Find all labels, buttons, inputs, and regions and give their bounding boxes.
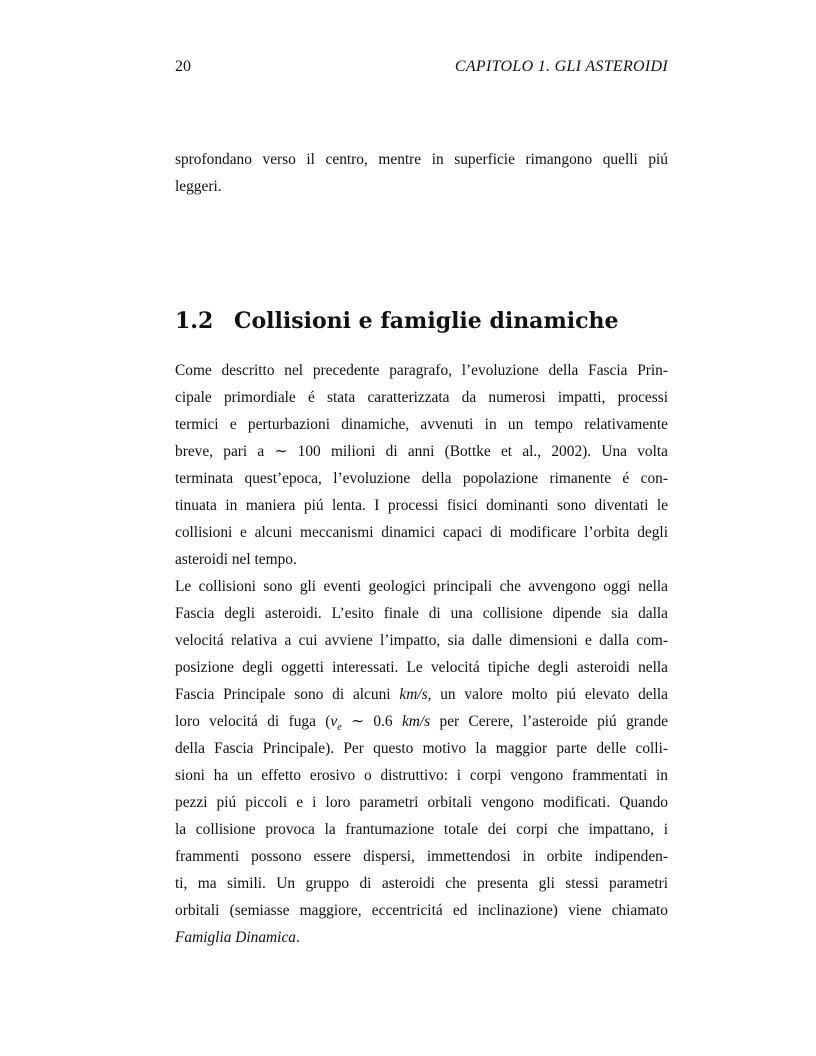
text-line: della Fascia Principale). Per questo motivo la maggior parte delle colli-: [175, 740, 668, 757]
section-body: [175, 357, 668, 951]
unit-kms: km/s: [399, 686, 428, 703]
escape-velocity-subscript: e: [337, 722, 342, 734]
section-title: Collisioni e famiglie dinamiche: [234, 308, 619, 334]
continuation-paragraph: [175, 146, 668, 200]
text-line: leggeri.: [175, 178, 222, 195]
text-line: tinuata in maniera piú lenta. I processi fisici dominanti sono diventati le: [175, 497, 668, 514]
text-run: , un valore molto piú elevato della: [427, 686, 668, 703]
text-line: terminata quest’epoca, l’evoluzione della popolazione rimanente é con-: [175, 470, 668, 487]
text-line: collisioni e alcuni meccanismi dinamici capaci di modificare l’orbita degli: [175, 524, 668, 541]
text-line: frammenti possono essere dispersi, immettendosi in orbite indipenden-: [175, 848, 668, 865]
text-line: Come descritto nel precedente paragrafo, l’evoluzione della Fascia Prin-: [175, 362, 668, 379]
text-line: velocitá relativa a cui avviene l’impatto, sia dalle dimensioni e dalla com-: [175, 632, 668, 649]
defined-term: Famiglia Dinamica: [175, 929, 296, 946]
text-line: pezzi piú piccoli e i loro parametri orbitali vengono modificati. Quando: [175, 794, 668, 811]
text-line: sioni ha un effetto erosivo o distruttivo: i corpi vengono frammentati in: [175, 767, 668, 784]
text-line: orbitali (semiasse maggiore, eccentricitá ed inclinazione) viene chiamato: [175, 902, 668, 919]
text-line: la collisione provoca la frantumazione totale dei corpi che impattano, i: [175, 821, 668, 838]
text-line: termici e perturbazioni dinamiche, avvenuti in un tempo relativamente: [175, 416, 668, 433]
text-line: asteroidi nel tempo.: [175, 551, 297, 568]
text-line: sprofondano verso il centro, mentre in superficie rimangono quelli piú: [175, 151, 668, 168]
page-header: [175, 58, 668, 80]
unit-kms: km/s: [401, 713, 431, 730]
page-number: 20: [175, 58, 191, 75]
running-title: CAPITOLO 1. GLI ASTEROIDI: [454, 58, 668, 75]
text-line: Le collisioni sono gli eventi geologici principali che avvengono oggi nella: [175, 578, 668, 595]
text-run: ∼ 0.6: [341, 713, 402, 730]
escape-velocity-symbol: v: [330, 713, 338, 730]
text-line: ti, ma simili. Un gruppo di asteroidi che presenta gli stessi parametri: [175, 875, 668, 892]
text-run: per Cerere, l’asteroide piú grande: [430, 713, 668, 730]
text-run: Fascia Principale sono di alcuni: [175, 686, 400, 703]
text-line: cipale primordiale é stata caratterizzata da numerosi impatti, processi: [175, 389, 668, 406]
text-line: posizione degli oggetti interessati. Le velocitá tipiche degli asteroidi nella: [175, 659, 668, 676]
section-heading: [175, 305, 668, 337]
text-line: [175, 924, 668, 951]
text-line: [175, 681, 668, 708]
text-run: .: [295, 929, 300, 946]
text-line: [175, 708, 668, 735]
text-run: loro velocitá di fuga (: [175, 713, 331, 730]
text-line: breve, pari a ∼ 100 milioni di anni (Bottke et al., 2002). Una volta: [175, 443, 668, 460]
text-line: Fascia degli asteroidi. L’esito finale di una collisione dipende sia dalla: [175, 605, 668, 622]
section-number: 1.2: [175, 308, 214, 334]
